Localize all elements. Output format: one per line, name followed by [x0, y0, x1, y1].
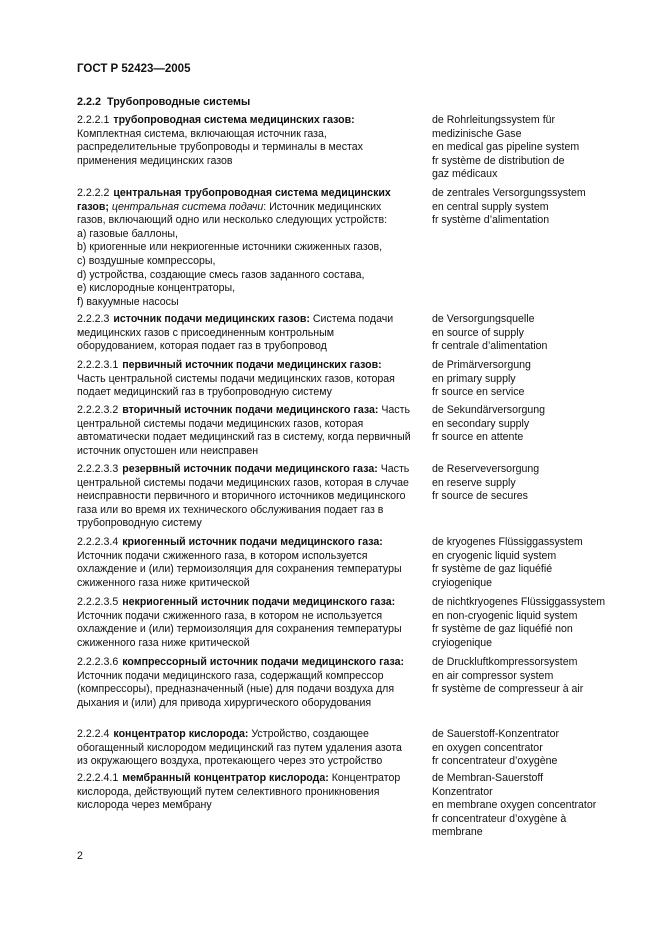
list-item: e) кислородные концентраторы,: [77, 282, 236, 295]
term-number: 2.2.2.4.1: [77, 772, 119, 784]
translation-fr: fr système de gaz liquéfié non cryiogenique: [432, 623, 573, 649]
translation-fr: fr système d’alimentation: [432, 214, 550, 227]
term-number: 2.2.2.3.3: [77, 463, 119, 475]
term-entry: [77, 772, 412, 813]
term-translations: [432, 359, 612, 400]
term-name: криогенный источник подачи медицинского газа:: [122, 536, 383, 548]
section-number: 2.2.2: [77, 96, 102, 108]
list-item: d) устройства, создающие смесь газов заданного состава,: [77, 268, 365, 281]
term-name: трубопроводная система медицинских газов:: [113, 114, 355, 126]
section-title: Трубопроводные системы: [107, 96, 251, 108]
translation-de: de Membran-Sauerstoff Konzentrator: [432, 772, 544, 798]
translation-de: de Sauerstoff-Konzentrator: [432, 728, 560, 740]
translation-en: en medical gas pipeline system: [432, 141, 580, 154]
term-entry: [77, 114, 412, 168]
term-entry: [77, 187, 412, 309]
term-number: 2.2.2.1: [77, 114, 110, 126]
translation-fr: fr source en attente: [432, 431, 524, 444]
list-item: b) криогенные или некриогенные источники сжиженных газов,: [77, 241, 383, 254]
translation-en: en air compressor system: [432, 669, 554, 682]
term-entry: [77, 359, 412, 400]
translation-de: de kryogenes Flüssiggassystem: [432, 536, 583, 548]
term-entry: [77, 313, 412, 354]
translation-de: de Versorgungsquelle: [432, 313, 535, 325]
term-entry: [77, 463, 412, 531]
document-header: ГОСТ Р 52423—2005: [77, 63, 191, 75]
term-translations: [432, 728, 612, 769]
translation-fr: fr source de secures: [432, 490, 528, 503]
translation-fr: fr concentrateur d’oxygène à membrane: [432, 812, 567, 839]
translation-fr: fr concentrateur d’oxygène: [432, 755, 558, 768]
translation-de: de Sekundärversorgung: [432, 404, 546, 416]
translation-en: en oxygen concentrator: [432, 741, 543, 754]
translation-en: en central supply system: [432, 200, 549, 213]
translation-en: en primary supply: [432, 372, 516, 385]
translation-en: en membrane oxygen concentrator: [432, 799, 597, 812]
term-number: 2.2.2.3.1: [77, 359, 119, 371]
list-item: a) газовые баллоны,: [77, 227, 178, 240]
list-item: f) вакуумные насосы: [77, 295, 179, 308]
term-entry: [77, 728, 412, 769]
term-name: некриогенный источник подачи медицинского газа:: [122, 596, 396, 608]
translation-de: de Druckluftkompressorsystem: [432, 656, 578, 668]
translation-de: de Primärversorgung: [432, 359, 531, 371]
term-name: резервный источник подачи медицинского газа:: [122, 463, 378, 475]
term-name: компрессорный источник подачи медицинского газа:: [122, 656, 405, 668]
term-translations: [432, 656, 612, 697]
term-translations: [432, 187, 612, 228]
translation-fr: fr système de distribution de gaz médicaux: [432, 154, 565, 181]
term-number: 2.2.2.3.2: [77, 404, 119, 416]
term-definition: Источник подачи медицинского газа, содержащий компрессор (компрессоры), предназначенный (ные) для подачи воздуха для дыхания и (или) для привода хирургического оборудования: [77, 669, 395, 709]
term-definition: Устройство, создающее обогащенный кислородом медицинский газ путем удаления азота из окружающего воздуха, протекающего через это устройство: [77, 728, 402, 768]
page-number: 2: [77, 850, 83, 862]
term-translations: [432, 596, 612, 650]
list-item: c) воздушные компрессоры,: [77, 254, 216, 267]
term-name: первичный источник подачи медицинских газов:: [122, 359, 382, 371]
term-synonym: центральная система подачи: [108, 200, 264, 213]
translation-de: de nichtkryogenes Flüssiggassystem: [432, 596, 606, 608]
translation-en: en non-cryogenic liquid system: [432, 609, 578, 622]
translation-fr: fr système de gaz liquéfié cryiogenique: [432, 563, 553, 589]
translation-de: de zentrales Versorgungssystem: [432, 187, 586, 199]
term-number: 2.2.2.3: [77, 313, 110, 325]
term-translations: [432, 772, 612, 840]
term-number: 2.2.2.3.5: [77, 596, 119, 608]
term-name: вторичный источник подачи медицинского газа:: [122, 404, 379, 416]
term-definition: Часть центральной системы подачи медицинских газов, которая подает медицинский газ в трубопроводную систему: [77, 372, 395, 399]
term-translations: [432, 114, 612, 182]
translation-en: en source of supply: [432, 326, 524, 339]
translation-fr: fr système de compresseur à air: [432, 683, 584, 696]
term-entry: [77, 596, 412, 650]
term-name: источник подачи медицинских газов:: [113, 313, 310, 325]
term-name: центральная трубопроводная система медицинских газов;: [77, 187, 391, 213]
term-definition: Часть центральной системы подачи медицинских газов, которая автоматически подает медицинский газ в систему, когда первичный источник опустошен или неисправен: [77, 404, 411, 457]
term-entry: [77, 656, 412, 710]
translation-en: en cryogenic liquid system: [432, 549, 557, 562]
translation-en: en secondary supply: [432, 417, 530, 430]
translation-fr: fr source en service: [432, 386, 525, 399]
section-heading: [77, 96, 250, 110]
term-definition: Источник подачи сжиженного газа, в котором не используется охлаждение и (или) термоизоляция для сохранения температуры сжиженного газа ниже критической: [77, 609, 402, 649]
term-name: мембранный концентратор кислорода:: [122, 772, 329, 784]
term-definition: Часть центральной системы подачи медицинских газов, которая в случае неисправности первичного и вторичного источников медицинского газа или во время их технического обслуживания подает газ в трубопроводную систему: [77, 463, 410, 530]
term-entry: [77, 536, 412, 590]
term-definition: Концентратор кислорода, действующий путем селективного проникновения кислорода через мембрану: [77, 772, 401, 812]
term-name: концентратор кислорода:: [113, 728, 249, 740]
translation-de: de Rohrleitungssystem für medizinische Gase: [432, 114, 556, 140]
term-translations: [432, 536, 612, 590]
term-definition: Источник подачи сжиженного газа, в котором используется охлаждение и (или) термоизоляция для сохранения температуры сжиженного газа ниже критической: [77, 549, 402, 589]
term-definition: Комплектная система, включающая источник газа, распределительные трубопроводы и терминалы в местах применения медицинских газов: [77, 127, 363, 167]
term-definition: : Источник медицинских газов, включающий одно или несколько следующих устройств:: [77, 200, 388, 227]
term-number: 2.2.2.4: [77, 728, 110, 740]
term-translations: [432, 313, 612, 354]
term-translations: [432, 463, 612, 504]
term-definition: Система подачи медицинских газов с присоединенным контрольным оборудованием, которая подает газ в трубопровод: [77, 313, 394, 353]
translation-en: en reserve supply: [432, 476, 516, 489]
term-number: 2.2.2.2: [77, 187, 110, 199]
term-translations: [432, 404, 612, 445]
term-entry: [77, 404, 412, 458]
translation-fr: fr centrale d’alimentation: [432, 340, 548, 353]
device-list: [77, 228, 412, 310]
translation-de: de Reserveversorgung: [432, 463, 540, 475]
term-number: 2.2.2.3.6: [77, 656, 119, 668]
term-number: 2.2.2.3.4: [77, 536, 119, 548]
